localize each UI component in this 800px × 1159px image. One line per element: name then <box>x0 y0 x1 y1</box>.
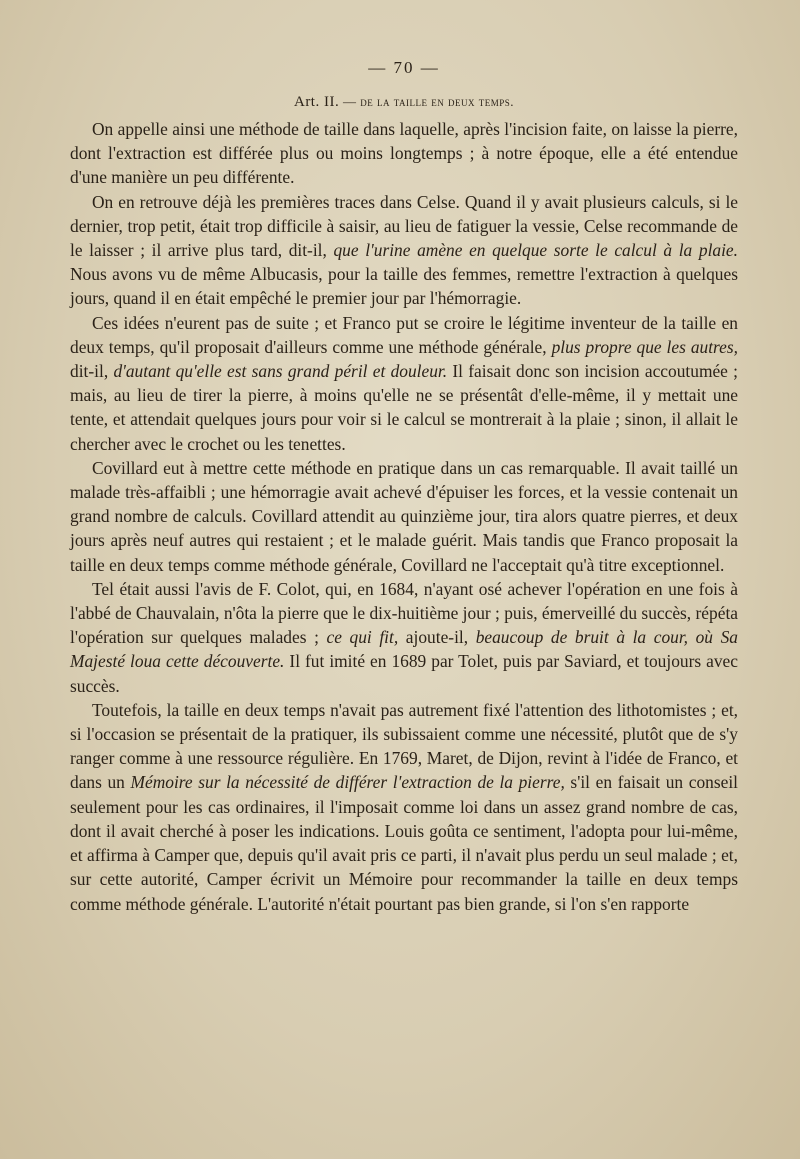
paragraph-6 <box>70 698 738 916</box>
text-run: On appelle ainsi une méthode de taille dans laquelle, après l'incision faite, on laisse la pierre, dont l'extraction est différée plus ou moins longtemps ; à notre époque, elle a été entendue d'une manière un peu différente. <box>70 119 738 188</box>
text-run: Covillard eut à mettre cette méthode en pratique dans un cas remarquable. Il avait taillé un malade très-affaibli ; une hémorragie avait achevé d'épuiser les forces, et la vessie contenait un grand nombre de calculs. Covillard attendit au quinzième jour, tira alors quatre pierres, et deux jours après neuf autres qui restaient ; et le malade guérit. Mais tandis que Franco proposait la taille en deux temps comme méthode générale, Covillard ne l'acceptait qu'à titre exceptionnel. <box>70 457 738 575</box>
text-run: Toutefois, la taille en deux temps n'avait pas autrement fixé l'attention des lithotomistes ; et, si l'occasion se présentait de la pratiquer, ils subissaient comme une nécessité, plutôt que de s'y ranger comme à une ressource régulière. En 1769, Maret, de Dijon, revint à l'idée de Franco, et dans un <box>70 699 738 793</box>
paragraph-1 <box>70 117 738 190</box>
italic-text: Mémoire sur la nécessité de différer l'extraction de la pierre, <box>130 772 565 793</box>
text-run: s'il en faisait un conseil seulement pour les cas ordinaires, il l'imposait comme loi dans un assez grand nombre de cas, dont il avait cherché à poser les indications. Louis goûta ce sentiment, l'adopta pour lui-même, et affirma à Camper que, depuis qu'il avait pris ce parti, il n'avait plus perdu un seul malade ; et, sur cette autorité, Camper écrivit un Mémoire pour recommander la taille en deux temps comme méthode générale. L'autorité n'était pourtant pas bien grande, si l'on s'en rapporte <box>70 772 738 914</box>
text-run: Il fut imité en 1689 par Tolet, puis par Saviard, et toujours avec succès. <box>70 651 738 696</box>
italic-text: que l'urine amène en quelque sorte le calcul à la plaie. <box>333 240 738 261</box>
paragraph-5 <box>70 577 738 698</box>
text-run: dit-il, <box>70 361 114 382</box>
paragraph-4 <box>70 456 738 577</box>
text-run: Tel était aussi l'avis de F. Colot, qui, en 1684, n'ayant osé achever l'opération en une fois à l'abbé de Chauvalain, n'ôta la pierre que le dix-huitième jour ; puis, émerveillé du succès, répéta l'opération sur quelques malades ; <box>70 578 738 648</box>
text-run: Nous avons vu de même Albucasis, pour la taille des femmes, remettre l'extraction à quelques jours, quand il en était empêché le premier jour par l'hémorragie. <box>70 264 738 309</box>
section-title: — de la taille en deux temps. <box>342 94 514 109</box>
italic-text: beaucoup de bruit à la cour, où Sa Majesté loua cette découverte. <box>70 627 738 672</box>
text-run: ajoute-il, <box>398 627 476 648</box>
paragraph-3 <box>70 311 738 456</box>
section-heading <box>70 94 738 111</box>
page-number: — 70 — <box>368 58 440 77</box>
italic-text: ce qui fit, <box>326 627 399 648</box>
italic-text: d'autant qu'elle est sans grand péril et douleur. <box>113 361 448 382</box>
text-run: On en retrouve déjà les premières traces dans Celse. Quand il y avait plusieurs calculs, si le dernier, trop petit, était trop difficile à saisir, au lieu de fatiguer la vessie, Celse recommande de le laisser ; il arrive plus tard, dit-il, <box>70 191 738 261</box>
body-text <box>70 117 738 916</box>
paragraph-2 <box>70 190 738 311</box>
section-number: Art. II. <box>293 94 340 110</box>
italic-text: plus propre que les autres, <box>551 336 738 357</box>
text-run: Il faisait donc son incision accoutumée ; mais, au lieu de tirer la pierre, à moins qu'elle ne se présentât d'elle-même, il y mettait une tente, et attendait quelques jours pour voir si le calcul se montrerait à la plaie ; sinon, il allait le chercher avec le crochet ou les tenettes. <box>70 361 739 454</box>
text-run: Ces idées n'eurent pas de suite ; et Franco put se croire le légitime inventeur de la taille en deux temps, qu'il proposait d'ailleurs comme une méthode générale, <box>70 312 738 357</box>
